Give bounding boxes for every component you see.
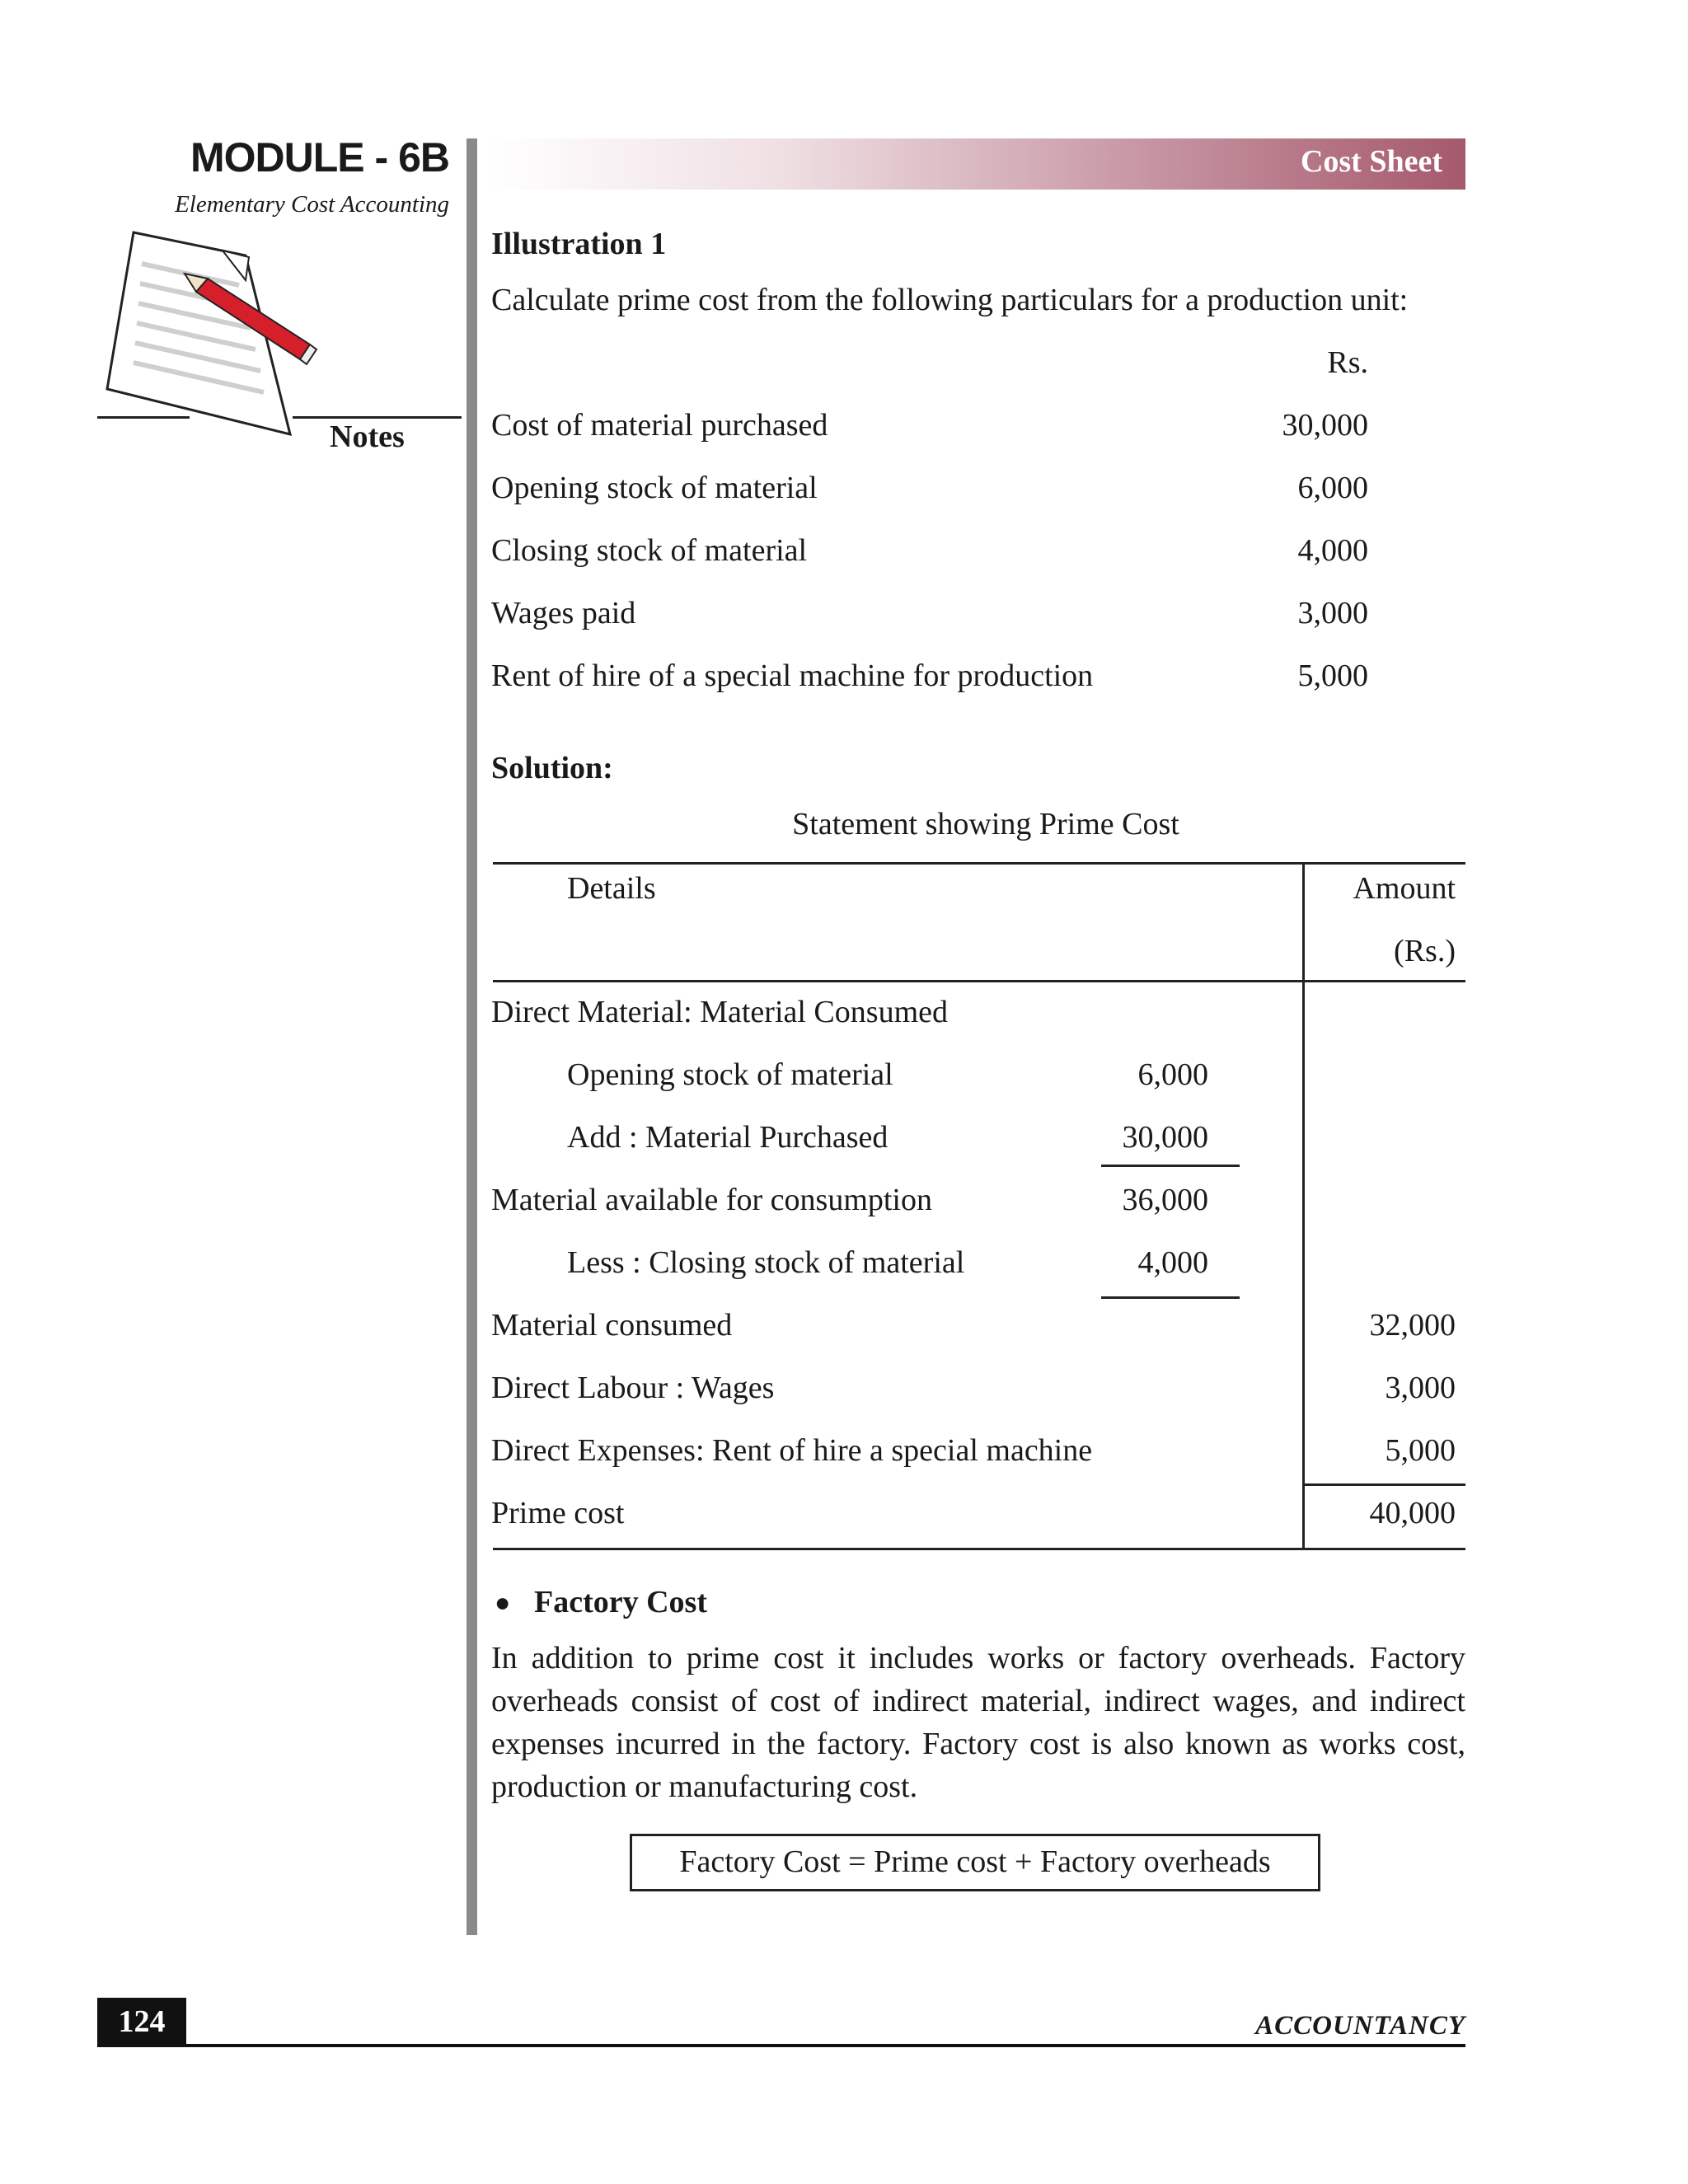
factory-cost-heading: Factory Cost	[534, 1585, 707, 1619]
illustration-question: Calculate prime cost from the following particulars for a production unit:	[491, 283, 1409, 317]
particular-label: Opening stock of material	[491, 471, 818, 505]
banner-title: Cost Sheet	[1300, 144, 1442, 179]
table-row-subvalue: 36,000	[1122, 1183, 1208, 1217]
table-row-label: Direct Expenses: Rent of hire a special machine	[491, 1433, 1093, 1468]
notes-divider-left	[97, 416, 190, 419]
bullet-icon: ●	[495, 1587, 511, 1617]
particular-label: Cost of material purchased	[491, 408, 828, 443]
column-header-details: Details	[567, 871, 656, 906]
table-row-label: Material consumed	[491, 1308, 733, 1343]
table-row-subvalue: 4,000	[1137, 1245, 1208, 1280]
particular-value: 30,000	[1282, 408, 1368, 443]
column-header-amount-unit: (Rs.)	[1394, 934, 1456, 968]
solution-heading: Solution:	[491, 751, 613, 785]
table-row-label: Add : Material Purchased	[567, 1120, 889, 1155]
module-title: MODULE - 6B	[190, 134, 449, 180]
particular-value: 5,000	[1297, 658, 1368, 693]
particular-value: 6,000	[1297, 471, 1368, 505]
paragraph-line: production or manufacturing cost.	[491, 1769, 918, 1804]
table-row-subvalue: 30,000	[1122, 1120, 1208, 1155]
subtotal-rule	[1101, 1296, 1240, 1299]
particular-label: Wages paid	[491, 596, 636, 630]
paragraph-line: expenses incurred in the factory. Factory cost is also known as works cost,	[491, 1727, 1465, 1761]
currency-label: Rs.	[1327, 345, 1368, 380]
footer-subject: ACCOUNTANCY	[1255, 2011, 1465, 2041]
formula-box: Factory Cost = Prime cost + Factory overheads	[630, 1834, 1320, 1891]
total-rule	[1304, 1483, 1465, 1486]
table-row-amount: 40,000	[1369, 1496, 1456, 1530]
header-banner	[489, 138, 1465, 190]
table-row-label: Prime cost	[491, 1496, 625, 1530]
page-number: 124	[97, 1998, 186, 2046]
column-header-amount: Amount	[1353, 871, 1456, 906]
illustration-heading: Illustration 1	[491, 227, 667, 261]
table-row-label: Opening stock of material	[567, 1057, 893, 1092]
subtotal-rule	[1101, 1165, 1240, 1167]
table-row-label: Less : Closing stock of material	[567, 1245, 965, 1280]
table-row-amount: 32,000	[1369, 1308, 1456, 1343]
table-row-amount: 3,000	[1385, 1371, 1456, 1405]
table-row-subvalue: 6,000	[1137, 1057, 1208, 1092]
table-top-rule	[493, 862, 1465, 865]
table-header-rule	[493, 980, 1465, 982]
particular-label: Closing stock of material	[491, 533, 808, 568]
notes-label: Notes	[330, 419, 405, 454]
statement-title: Statement showing Prime Cost	[792, 807, 1179, 841]
paragraph-line: overheads consist of cost of indirect material, indirect wages, and indirect	[491, 1684, 1465, 1718]
module-subtitle: Elementary Cost Accounting	[175, 191, 449, 218]
particular-label: Rent of hire of a special machine for production	[491, 658, 1094, 693]
table-bottom-rule	[493, 1548, 1465, 1550]
table-row-label: Direct Labour : Wages	[491, 1371, 775, 1405]
margin-rule	[467, 138, 477, 1935]
particular-value: 4,000	[1297, 533, 1368, 568]
notes-pencil-icon	[99, 224, 321, 455]
table-row-label: Material available for consumption	[491, 1183, 932, 1217]
footer-rule	[97, 2044, 1465, 2047]
table-column-divider	[1302, 862, 1305, 1549]
table-row-amount: 5,000	[1385, 1433, 1456, 1468]
particular-value: 3,000	[1297, 596, 1368, 630]
table-row-label: Direct Material: Material Consumed	[491, 995, 948, 1029]
paragraph-line: In addition to prime cost it includes works or factory overheads. Factory	[491, 1641, 1465, 1675]
